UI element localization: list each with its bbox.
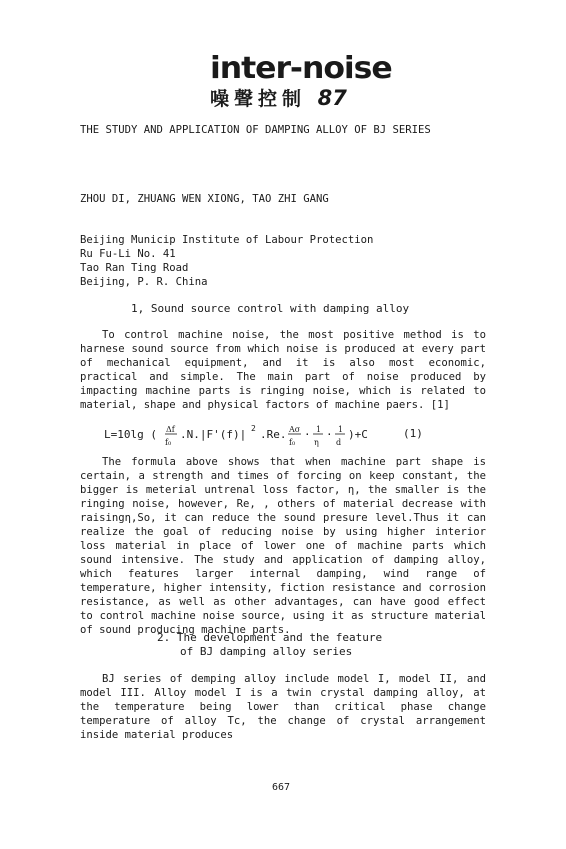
section-1-paragraph-1 [80, 328, 486, 412]
section-1-heading: 1, Sound source control with damping alloy [131, 302, 410, 315]
svg-text:)+C: )+C [348, 428, 368, 441]
paragraph-text: The formula above shows that when machine part shape is certain, a strength and times of forcing on keep constant, the bigger is meterial untrenal loss factor, η, the smaller is the ringing noise, however, Re, , others of material decrease with raisingη,So, it can reduce the sound presure level.Thus it can realize the goal of reducing noise by using higher interior loss material in place of lower one of machine parts which sound intensive. The study and application of damping alloy, which features larger internal damping, wind range of temperature, higher intensity, fiction resistance and corrosion resistance, as well as other advantages, can have good effect to control machine noise source, using it as structure material of sound producing machine parts. [80, 456, 486, 636]
paragraph-text: BJ series of demping alloy include model I, model II, and model III. Alloy model I is a twin crystal damping alloy, at the temperature being lower than critical phase change temperature of alloy Tc, the change of crystal arrangement inside material produces [80, 673, 486, 741]
formula-graphic [104, 421, 404, 449]
paper-title: THE STUDY AND APPLICATION OF DAMPING ALLOY OF BJ SERIES [80, 124, 431, 136]
paragraph-text: To control machine noise, the most positive method is to harnese sound source from which noise is produced at every part of mechanical equipment, and it is also most economic, practical and simple. The main part of noise produced by impacting machine parts is ringing noise, which is related to material, shape and physical factors of machine paers. [1] [80, 329, 486, 411]
svg-text:·: · [304, 428, 311, 441]
affiliation-line: Beijing Municip Institute of Labour Protection [80, 234, 374, 246]
svg-text:·: · [326, 428, 333, 441]
section-2-heading-line-2: of BJ damping alloy series [180, 645, 353, 658]
logo-year: 87 [317, 86, 347, 110]
affiliation [80, 233, 373, 289]
logo-chinese: 噪聲控制 [210, 88, 307, 110]
affiliation-line: Beijing, P. R. China [80, 276, 208, 288]
svg-text:f₀: f₀ [165, 438, 172, 447]
svg-text:L=10lg (: L=10lg ( [104, 428, 157, 441]
formula-number: (1) [403, 427, 423, 440]
logo-chinese-line [210, 86, 347, 111]
svg-text:d: d [336, 438, 342, 447]
section-2-heading-line-1: 2. The development and the feature [157, 631, 383, 644]
authors: ZHOU DI, ZHUANG WEN XIONG, TAO ZHI GANG [80, 193, 329, 205]
svg-text:1: 1 [338, 425, 344, 434]
section-2-paragraph-1 [80, 672, 486, 742]
svg-text:2: 2 [251, 424, 256, 433]
svg-text:Aσ: Aσ [289, 425, 301, 434]
svg-text:f₀: f₀ [289, 438, 296, 447]
affiliation-line: Tao Ran Ting Road [80, 262, 189, 274]
svg-text:.Re.: .Re. [260, 428, 287, 441]
svg-text:1: 1 [316, 425, 322, 434]
page-number: 667 [272, 782, 291, 793]
section-1-paragraph-2 [80, 455, 486, 637]
affiliation-line: Ru Fu-Li No. 41 [80, 248, 176, 260]
logo-wordmark: inter-noise [210, 51, 392, 86]
svg-text:Δf: Δf [166, 425, 175, 434]
formula [104, 421, 404, 452]
svg-text:.N.|F'(f)|: .N.|F'(f)| [180, 428, 247, 441]
svg-text:η: η [314, 438, 319, 447]
